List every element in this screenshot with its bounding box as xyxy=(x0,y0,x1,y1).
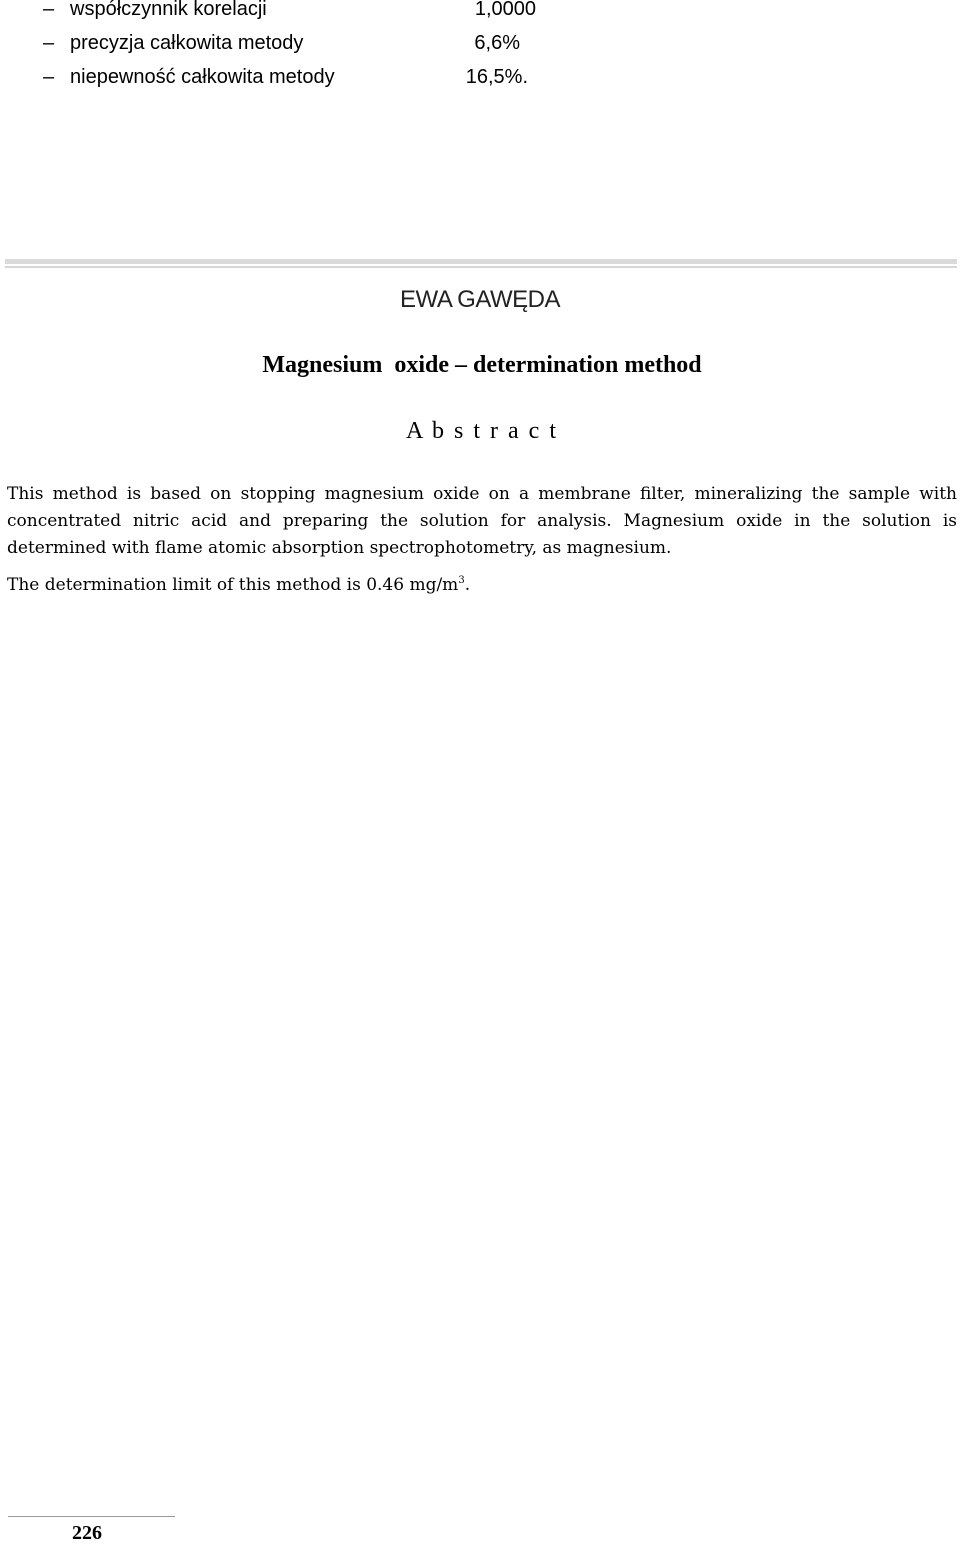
list-dash: – xyxy=(43,66,55,88)
list-dash: – xyxy=(43,32,55,54)
section-divider xyxy=(5,259,957,264)
section-divider-thin xyxy=(5,266,957,268)
parameter-row-correlation xyxy=(0,0,560,24)
parameter-label: współczynnik korelacji xyxy=(70,0,267,20)
author-name: EWA GAWĘDA xyxy=(400,286,560,313)
parameter-label: precyzja całkowita metody xyxy=(70,32,304,54)
parameter-value: 6,6% xyxy=(474,32,520,54)
abstract-body xyxy=(7,481,957,562)
parameter-label: niepewność całkowita metody xyxy=(70,66,335,88)
abstract-heading: A b s t r a c t xyxy=(406,418,558,444)
limit-superscript: 3 xyxy=(458,575,465,586)
determination-limit xyxy=(7,567,957,599)
parameter-row-precision xyxy=(0,32,560,58)
abstract-paragraph: This method is based on stopping magnesium oxide on a membrane filter, mineralizing the sample with concentrated nitric acid and preparing the solution for analysis. Magnesium oxide in the solution is determined with flame atomic absorption spectrophotometry, as magnesium. xyxy=(7,484,957,558)
limit-text: The determination limit of this method is 0.46 mg/m xyxy=(7,575,459,595)
list-dash: – xyxy=(43,0,55,20)
limit-end: . xyxy=(464,575,471,595)
footer-rule xyxy=(8,1516,175,1517)
parameter-value: 16,5%. xyxy=(465,66,528,88)
parameter-row-uncertainty xyxy=(0,66,560,92)
page-number: 226 xyxy=(72,1522,102,1544)
paper-title: Magnesium oxide – determination method xyxy=(262,352,702,378)
parameter-value: 1,0000 xyxy=(474,0,536,20)
